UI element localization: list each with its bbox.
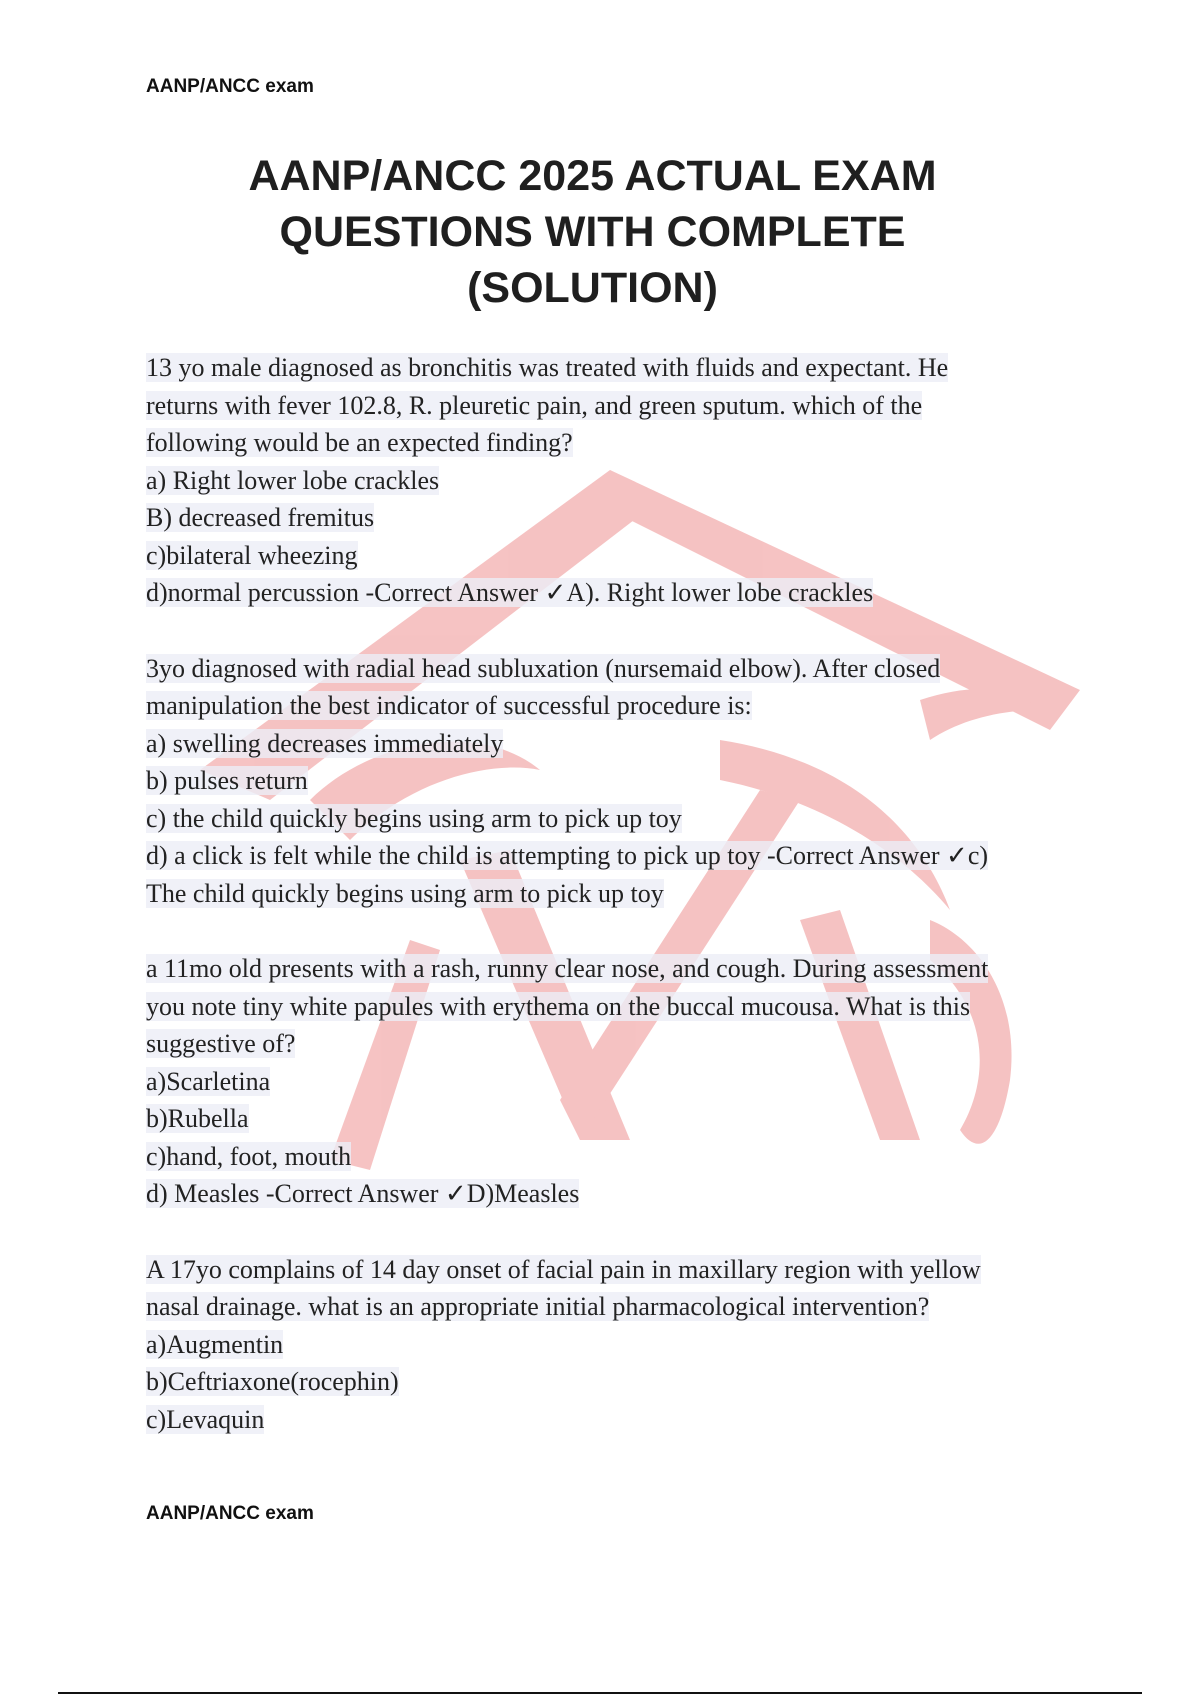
- question-block: [146, 1251, 1076, 1439]
- question-list: [146, 349, 1076, 1476]
- solution-text-line: The child quickly begins using arm to pick up toy: [146, 878, 664, 908]
- question-text-line: following would be an expected finding?: [146, 428, 573, 457]
- answer-option: B) decreased fremitus: [146, 503, 375, 532]
- running-footer: AANP/ANCC exam: [146, 1503, 314, 1524]
- question-text-line: suggestive of?: [146, 1029, 296, 1058]
- answer-option: a)Augmentin: [146, 1329, 284, 1359]
- question-text-line: a 11mo old presents with a rash, runny clear nose, and cough. During assessment: [146, 954, 989, 983]
- running-header: AANP/ANCC exam: [146, 76, 314, 97]
- question-text-line: 3yo diagnosed with radial head subluxation (nursemaid elbow). After closed: [146, 653, 941, 683]
- answer-option: a) Right lower lobe crackles: [146, 465, 440, 495]
- question-text-line: A 17yo complains of 14 day onset of facial pain in maxillary region with yellow: [146, 1254, 981, 1284]
- answer-option: b)Rubella: [146, 1104, 249, 1133]
- question-text-line: you note tiny white papules with erythema on the buccal mucousa. What is this: [146, 991, 971, 1021]
- answer-option: c)bilateral wheezing: [146, 540, 358, 570]
- answer-option: a)Scarletina: [146, 1066, 271, 1096]
- document-title: [150, 148, 1035, 316]
- question-text-line: 13 yo male diagnosed as bronchitis was treated with fluids and expectant. He: [146, 353, 949, 382]
- title-line: AANP/ANCC 2025 ACTUAL EXAM: [248, 152, 937, 200]
- question-block: [146, 650, 1076, 913]
- answer-option-with-solution: d) Measles -Correct Answer ✓D)Measles: [146, 1179, 580, 1208]
- question-block: [146, 950, 1076, 1213]
- answer-option: c)Levaquin: [146, 1404, 265, 1434]
- question-block: [146, 349, 1076, 612]
- answer-option: a) swelling decreases immediately: [146, 728, 504, 758]
- answer-option: b) pulses return: [146, 766, 308, 795]
- answer-option: b)Ceftriaxone(rocephin): [146, 1367, 399, 1396]
- answer-option: c) the child quickly begins using arm to pick up toy: [146, 803, 682, 833]
- answer-option: c)hand, foot, mouth: [146, 1141, 352, 1171]
- question-text-line: returns with fever 102.8, R. pleuretic pain, and green sputum. which of the: [146, 390, 923, 420]
- answer-option-with-solution: d) a click is felt while the child is attempting to pick up toy -Correct Answer ✓c): [146, 841, 989, 870]
- question-text-line: nasal drainage. what is an appropriate initial pharmacological intervention?: [146, 1292, 930, 1321]
- title-line: QUESTIONS WITH COMPLETE: [279, 208, 906, 256]
- title-line: (SOLUTION): [467, 264, 718, 312]
- question-text-line: manipulation the best indicator of successful procedure is:: [146, 691, 752, 720]
- bottom-divider: [58, 1692, 1142, 1694]
- answer-option-with-solution: d)normal percussion -Correct Answer ✓A). Right lower lobe crackles: [146, 578, 874, 607]
